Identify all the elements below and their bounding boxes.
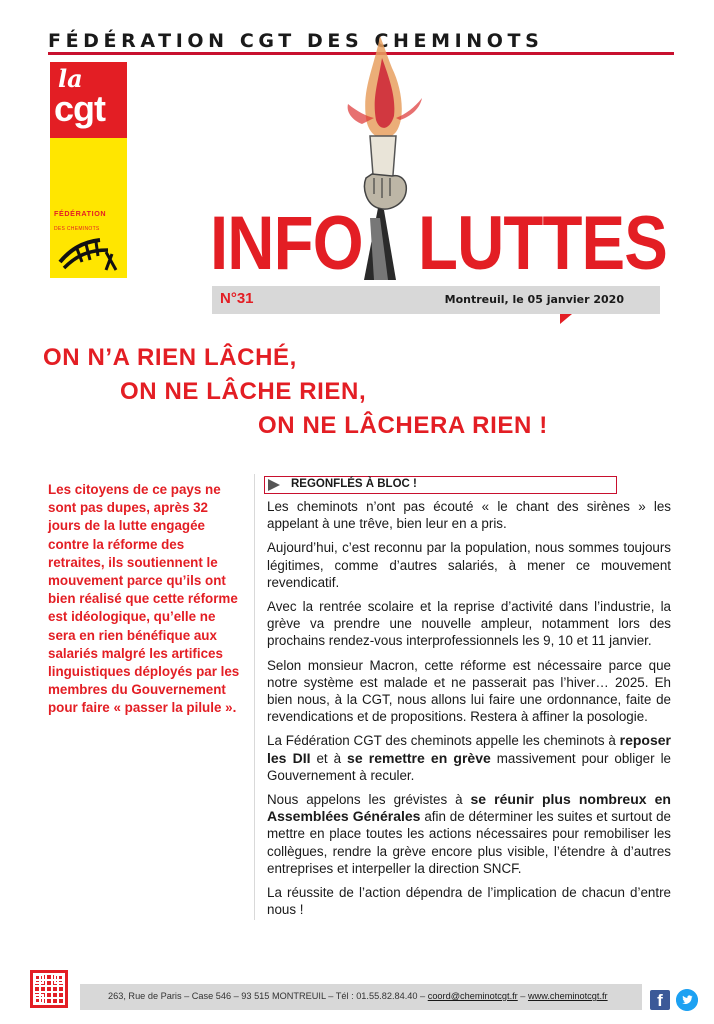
article-paragraph: La réussite de l’action dépendra de l’implication de chacun d’entre nous !	[267, 885, 671, 918]
column-divider	[254, 474, 255, 920]
logo-federation-sub-text: DES CHEMINOTS	[54, 226, 100, 232]
headline-line-1: ON N’A RIEN LÂCHÉ,	[43, 344, 297, 371]
luttes-word: LUTTES	[418, 201, 668, 286]
article-emphasis: reposer les DII	[267, 732, 671, 766]
footer-email-link[interactable]: coord@cheminotcgt.fr	[427, 991, 518, 1001]
logo-la-text: la	[58, 64, 83, 93]
article-text: La Fédération CGT des cheminots appelle les cheminots à	[267, 733, 620, 749]
qr-corner-mark	[34, 974, 44, 984]
logo-cgt-text: cgt	[54, 88, 105, 129]
article-emphasis: se réunir plus nombreux en Assemblées Générales	[267, 791, 671, 825]
headline-line-2: ON NE LÂCHE RIEN,	[120, 378, 367, 405]
qr-code-icon	[30, 970, 68, 1008]
article-paragraph: Avec la rentrée scolaire et la reprise d’activité dans l’industrie, la grève va prendre une nouvelle ampleur, notamment lors des prochains rendez-vous interprofessionnels les 9, 10 et 11 janvier.	[267, 599, 671, 649]
article-text: massivement pour obliger le Gouvernement à reculer.	[267, 750, 671, 783]
issue-bar	[212, 286, 660, 314]
issue-date: Montreuil, le 05 janvier 2020	[444, 293, 624, 306]
sidebar-text: Les citoyens de ce pays ne sont pas dupes, après 32 jours de la lutte engagée contre la réforme des retraites, ils soutiennent le mouvement parce qu’ils ont bien réalisé que cette réforme est idéologique, qu’elle ne sera en rien bénéfique aux salariés malgré les artifices linguistiques déployés par les membres du Gouvernement pour faire « passer la pilule ».	[48, 482, 240, 716]
issue-number: N°31	[220, 290, 254, 307]
cgt-logo	[50, 62, 127, 278]
footer-text	[108, 991, 608, 1001]
twitter-icon[interactable]	[676, 989, 698, 1011]
section-header	[264, 476, 617, 494]
article-text: et à	[310, 750, 348, 766]
article-emphasis: se remettre en grève	[347, 749, 491, 766]
footer-website-link[interactable]: www.cheminotcgt.fr	[527, 991, 608, 1001]
footer-address: 263, Rue de Paris – Case 546 – 93 515 MONTREUIL – Tél : 01.55.82.84.40 –	[108, 991, 428, 1001]
article-body	[267, 498, 671, 925]
logo-red-panel	[50, 62, 127, 138]
article-text: afin de déterminer les suites et surtout de mettre en place toutes les actions nécessaires pour remobiliser les collègues, rendre la grève encore plus visible, l’étendre à d’autres entreprises et interpeller la direction SNCF.	[267, 809, 671, 876]
article-paragraph: Les cheminots n’ont pas écouté « le chant des sirènes » les appelant à une trêve, bien leur en a pris.	[267, 499, 671, 532]
logo-federation-text: FÉDÉRATION	[54, 209, 107, 218]
issue-bar-tick	[560, 314, 572, 324]
train-logo-icon	[56, 232, 122, 274]
info-word: INFO	[210, 201, 363, 286]
article-paragraph: Selon monsieur Macron, cette réforme est nécessaire parce que notre système est malade et ne passerait pas l’hiver… 2025. Eh bien nous, à la CGT, nous allons lui faire une ordonnance, faite de revendications et de propositions. Restera à affiner la posologie.	[267, 657, 671, 725]
article-paragraph	[267, 732, 671, 784]
section-label: REGONFLÉS À BLOC !	[291, 478, 417, 490]
footer-separator: –	[517, 991, 528, 1001]
qr-corner-mark	[34, 994, 44, 1004]
article-paragraph: Aujourd’hui, c’est reconnu par la population, nous sommes toujours légitimes, comme d’autres salariés, à mener ce mouvement revendicatif.	[267, 540, 671, 590]
article-text: Nous appelons les grévistes à	[267, 792, 471, 808]
section-arrow-icon	[268, 479, 280, 491]
footer-bar	[80, 984, 642, 1010]
masthead-title: FÉDÉRATION CGT DES CHEMINOTS	[48, 30, 544, 52]
headline-line-3: ON NE LÂCHERA RIEN !	[258, 412, 548, 439]
article-paragraph	[267, 791, 671, 877]
facebook-icon[interactable]: f	[650, 990, 670, 1010]
qr-corner-mark	[54, 974, 64, 984]
